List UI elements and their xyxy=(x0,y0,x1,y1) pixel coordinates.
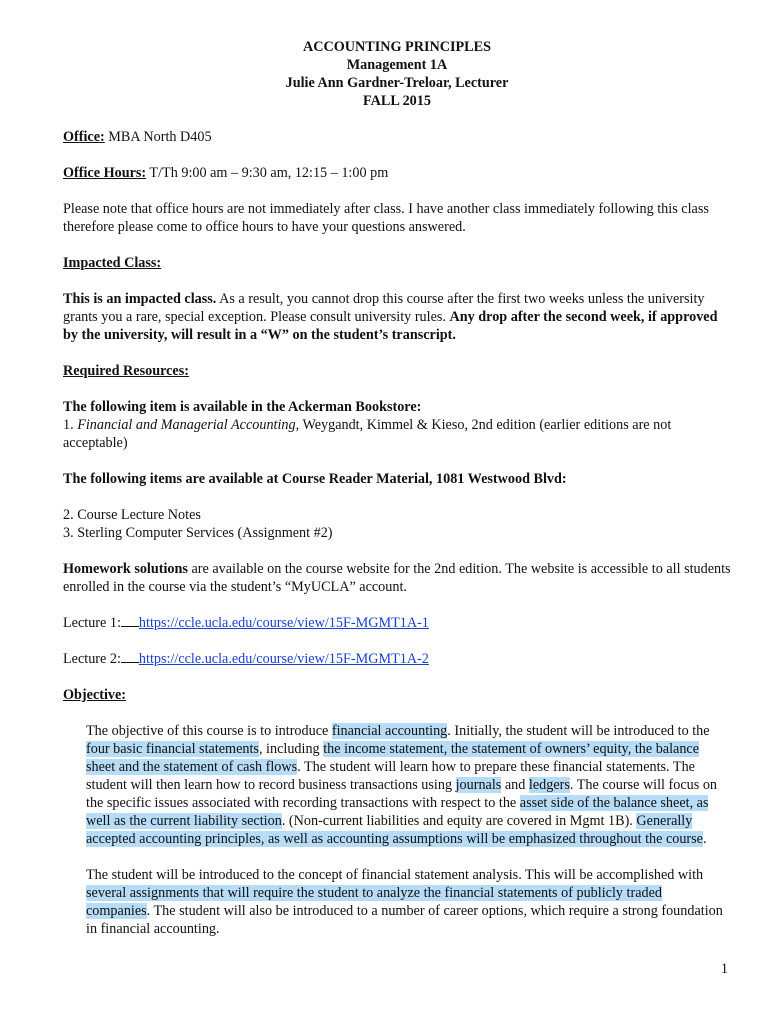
page-number: 1 xyxy=(720,961,728,977)
sterling-services-item: 3. Sterling Computer Services (Assignment #2) xyxy=(63,525,333,541)
office-value: MBA North D405 xyxy=(104,129,212,145)
office-hours-value: T/Th 9:00 am – 9:30 am, 12:15 – 1:00 pm xyxy=(146,165,389,181)
lecture-1-label: Lecture 1: xyxy=(63,615,121,631)
page-content xyxy=(63,38,731,938)
course-reader-heading: The following items are available at Course Reader Material, 1081 Westwood Blvd: xyxy=(63,471,567,487)
link-underline-gap xyxy=(121,650,139,663)
document-header xyxy=(63,38,731,110)
text-run: . The student will learn how to prepare these financial statements. The student will then learn how to record business transactions using xyxy=(86,759,695,793)
item1-number: 1. xyxy=(63,417,78,433)
lecture-2-label: Lecture 2: xyxy=(63,651,121,667)
highlight: Generally accepted accounting principles, as well as accounting assumptions will be emphasized throughout the course xyxy=(86,813,703,847)
bookstore-section xyxy=(63,398,731,452)
required-resources-heading: Required Resources: xyxy=(63,363,189,379)
text-run: . (Non-current liabilities and equity are covered in Mgmt 1B). xyxy=(281,813,637,829)
text-run: . The student will also be introduced to a number of career options, which require a strong foundation in financial accounting. xyxy=(86,903,723,937)
text-run: and xyxy=(501,777,529,793)
link-underline-gap xyxy=(121,614,139,627)
lecture-1-line xyxy=(63,614,731,632)
impacted-drop-policy: Any drop after the second week, if approved by the university, will result in a “W” on the student’s transcript. xyxy=(63,309,718,343)
highlight: the income statement, the statement of owners’ equity, the balance sheet and the statement of cash flows xyxy=(86,741,700,775)
text-run: . xyxy=(702,831,707,847)
course-title: ACCOUNTING PRINCIPLES xyxy=(302,39,491,55)
text-run: The objective of this course is to introduce xyxy=(86,723,332,739)
lecturer-name: Julie Ann Gardner-Treloar, Lecturer xyxy=(285,75,509,91)
highlight: financial accounting xyxy=(331,723,448,739)
office-hours-note: Please note that office hours are not immediately after class. I have another class immediately following this class therefore please come to office hours to have your questions answered. xyxy=(63,201,709,235)
office-hours-line xyxy=(63,164,731,182)
office-hours-label: Office Hours: xyxy=(63,165,147,181)
impacted-body: As a result, you cannot drop this course after the first two weeks unless the university grants you a rare, special exception. Please consult university rules. xyxy=(63,291,705,325)
course-reader-items xyxy=(63,506,731,542)
text-run: , including xyxy=(258,741,324,757)
impacted-lead: This is an impacted class. xyxy=(63,291,217,307)
text-run: . Initially, the student will be introduced to the xyxy=(447,723,710,739)
objective-paragraph-1 xyxy=(86,722,726,848)
highlight: four basic financial statements xyxy=(86,741,259,757)
homework-lead: Homework solutions xyxy=(63,561,188,577)
course-number: Management 1A xyxy=(346,57,448,73)
impacted-class-heading: Impacted Class: xyxy=(63,255,162,271)
highlight: ledgers xyxy=(528,777,570,793)
impacted-class-paragraph xyxy=(63,290,731,344)
course-lecture-notes-item: 2. Course Lecture Notes xyxy=(63,507,201,523)
highlight: journals xyxy=(455,777,502,793)
lecture-2-link[interactable]: https://ccle.ucla.edu/course/view/15F-MGMT1A-2 xyxy=(138,651,429,667)
highlight: asset side of the balance sheet, as well as the current liability section xyxy=(86,795,709,829)
homework-body: are available on the course website for the 2nd edition. The website is accessible to all students enrolled in the course via the student’s “MyUCLA” account. xyxy=(63,561,731,595)
text-run: . The course will focus on the specific issues associated with recording transactions with respect to the xyxy=(86,777,718,811)
office-line xyxy=(63,128,731,146)
bookstore-heading: The following item is available in the Ackerman Bookstore: xyxy=(63,399,422,415)
textbook-title: Financial and Managerial Accounting xyxy=(77,417,296,433)
objective-paragraph-2 xyxy=(86,866,726,938)
lecture-2-line xyxy=(63,650,731,668)
homework-paragraph xyxy=(63,560,731,596)
textbook-details: , Weygandt, Kimmel & Kieso, 2nd edition (earlier editions are not acceptable) xyxy=(63,417,672,451)
text-run: The student will be introduced to the concept of financial statement analysis. This will be accomplished with xyxy=(86,867,704,883)
office-label: Office: xyxy=(63,129,105,145)
objective-heading: Objective: xyxy=(63,687,127,703)
term: FALL 2015 xyxy=(363,93,431,109)
lecture-1-link[interactable]: https://ccle.ucla.edu/course/view/15F-MGMT1A-1 xyxy=(138,615,429,631)
highlight: several assignments that will require the student to analyze the financial statements of publicly traded companies xyxy=(86,885,662,919)
